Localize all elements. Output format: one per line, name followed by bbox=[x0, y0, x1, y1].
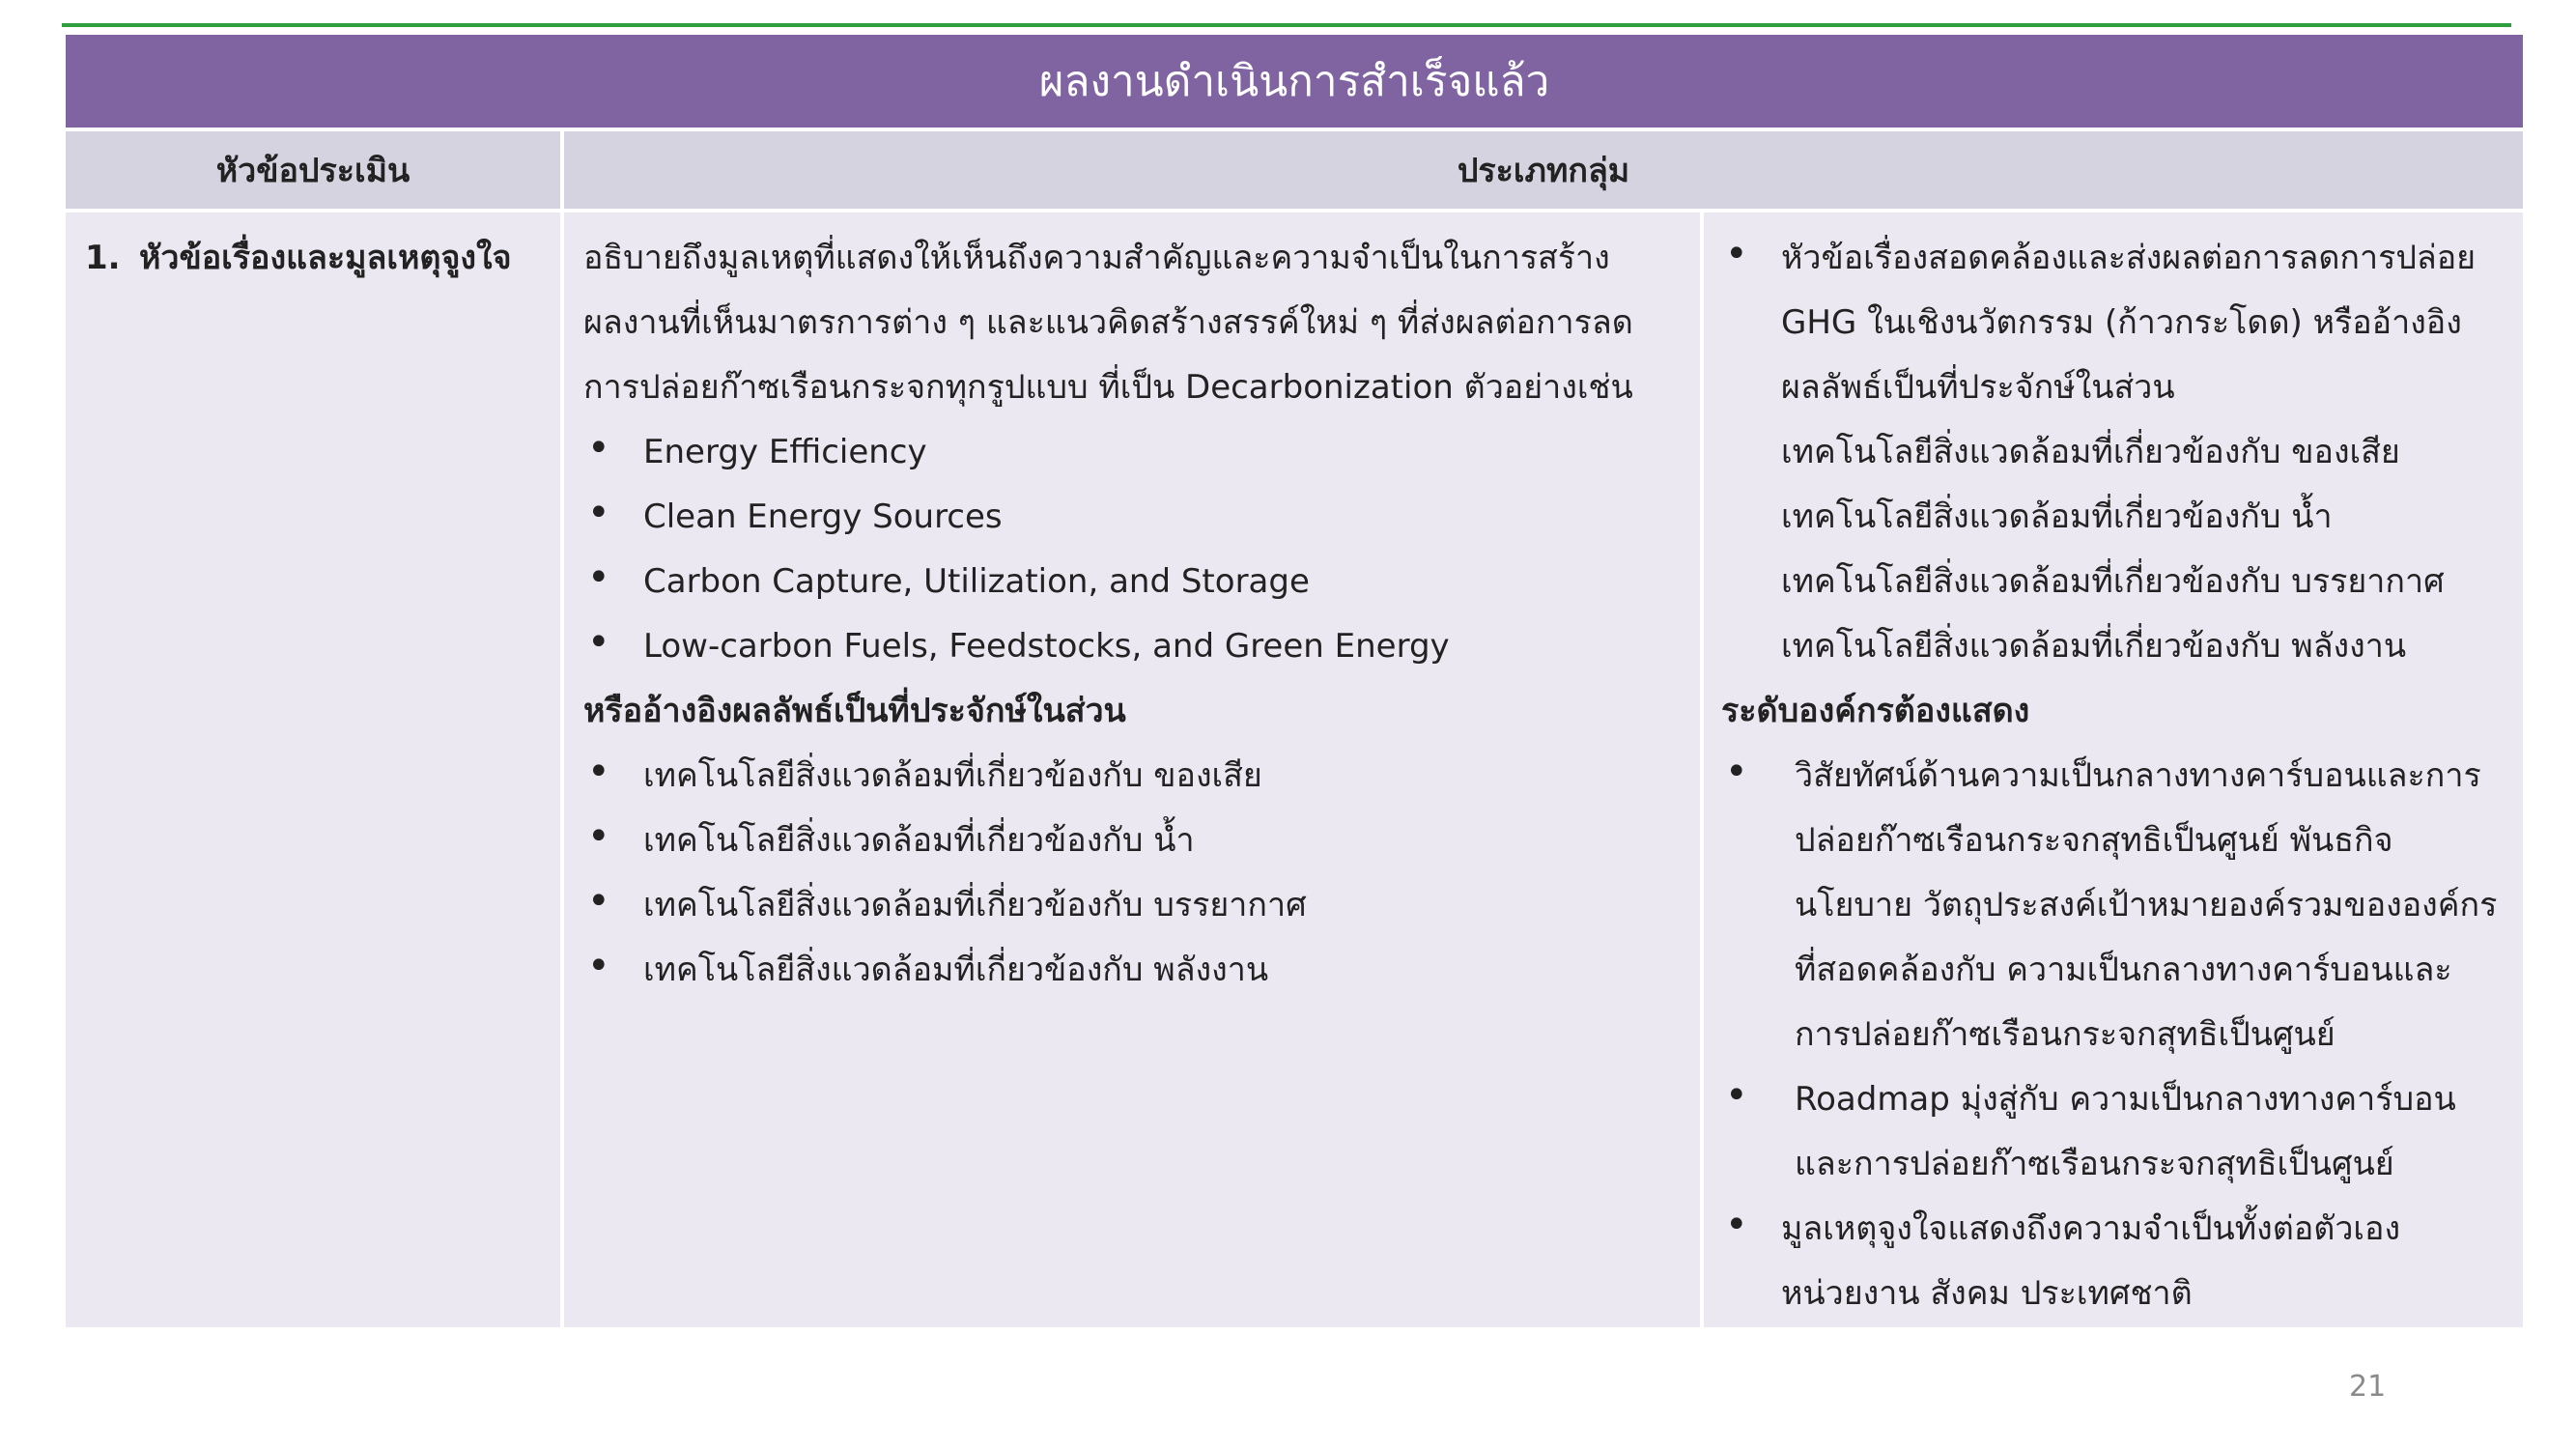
topic-number: 1. bbox=[85, 239, 121, 277]
requirements-last-list bbox=[1721, 1197, 2504, 1326]
example-item: • Energy Efficiency bbox=[583, 420, 1681, 485]
org-requirements-list bbox=[1721, 744, 2504, 1197]
org-requirement-line: และการปล่อยก๊าซเรือนกระจกสุทธิเป็นศูนย์ bbox=[1795, 1145, 2394, 1183]
org-level-heading: ระดับองค์กรต้องแสดง bbox=[1721, 692, 2030, 730]
requirement-line: • หัวข้อเรื่องสอดคล้องและส่งผลต่อการลดการปล่อย bbox=[1781, 239, 2477, 277]
requirement-line: • มูลเหตุจูงใจแสดงถึงความจำเป็นทั้งต่อตัวเอง bbox=[1781, 1209, 2401, 1248]
topic-heading bbox=[85, 226, 541, 291]
or-reference-heading: หรืออ้างอิงผลลัพธ์เป็นที่ประจักษ์ในส่วน bbox=[583, 692, 1126, 730]
top-accent-rule bbox=[62, 23, 2511, 27]
evaluation-table bbox=[62, 31, 2527, 1331]
org-requirement-line: นโยบาย วัตถุประสงค์เป้าหมายองค์รวมขององค์กร bbox=[1795, 886, 2498, 924]
technology-item: • เทคโนโลยีสิ่งแวดล้อมที่เกี่ยวข้องกับ บรรยากาศ bbox=[583, 873, 1681, 938]
description-intro-line: การปล่อยก๊าซเรือนกระจกทุกรูปแบบ ที่เป็น Decarbonization ตัวอย่างเช่น bbox=[583, 368, 1633, 407]
example-item: • Clean Energy Sources bbox=[583, 485, 1681, 550]
slide-title: ผลงานดำเนินการสำเร็จแล้ว bbox=[66, 35, 2523, 128]
technology-line: เทคโนโลยีสิ่งแวดล้อมที่เกี่ยวข้องกับ พลังงาน bbox=[1781, 627, 2407, 666]
org-requirement-line: • Roadmap มุ่งสู่กับ ความเป็นกลางทางคาร์บอน bbox=[1795, 1080, 2456, 1119]
technology-item: • เทคโนโลยีสิ่งแวดล้อมที่เกี่ยวข้องกับ พลังงาน bbox=[583, 938, 1681, 1003]
org-requirement-line: • วิสัยทัศน์ด้านความเป็นกลางทางคาร์บอนและการ bbox=[1795, 756, 2481, 795]
technology-item: • เทคโนโลยีสิ่งแวดล้อมที่เกี่ยวข้องกับ น้ำ bbox=[583, 809, 1681, 873]
requirements-first-list bbox=[1721, 226, 2504, 420]
example-item: • Low-carbon Fuels, Feedstocks, and Green Energy bbox=[583, 614, 1681, 679]
org-requirement-line: ที่สอดคล้องกับ ความเป็นกลางทางคาร์บอนและ bbox=[1795, 951, 2452, 989]
requirement-line: หน่วยงาน สังคม ประเทศชาติ bbox=[1781, 1274, 2193, 1313]
technology-list bbox=[583, 744, 1681, 1003]
page-number: 21 bbox=[2349, 1370, 2387, 1404]
technology-line: เทคโนโลยีสิ่งแวดล้อมที่เกี่ยวข้องกับ น้ำ bbox=[1781, 497, 2333, 536]
requirement-item bbox=[1721, 226, 2504, 420]
technology-line: เทคโนโลยีสิ่งแวดล้อมที่เกี่ยวข้องกับ บรรยากาศ bbox=[1781, 562, 2445, 601]
topic-label: หัวข้อเรื่องและมูลเหตุจูงใจ bbox=[139, 239, 512, 277]
technology-item: • เทคโนโลยีสิ่งแวดล้อมที่เกี่ยวข้องกับ ของเสีย bbox=[583, 744, 1681, 809]
description-intro-line: อธิบายถึงมูลเหตุที่แสดงให้เห็นถึงความสำคัญและความจำเป็นในการสร้าง bbox=[583, 239, 1610, 277]
requirements-cell bbox=[1704, 213, 2523, 1327]
org-requirement-item bbox=[1721, 744, 2504, 1067]
org-requirement-line: ปล่อยก๊าซเรือนกระจกสุทธิเป็นศูนย์ พันธกิจ bbox=[1795, 821, 2393, 860]
description-intro-line: ผลงานที่เห็นมาตรการต่าง ๆ และแนวคิดสร้างสรรค์ใหม่ ๆ ที่ส่งผลต่อการลด bbox=[583, 303, 1633, 342]
example-item: • Carbon Capture, Utilization, and Storage bbox=[583, 550, 1681, 614]
examples-list bbox=[583, 420, 1681, 679]
requirement-line: ผลลัพธ์เป็นที่ประจักษ์ในส่วน bbox=[1781, 368, 2175, 407]
org-requirement-item bbox=[1721, 1067, 2504, 1197]
requirement-technology-lines bbox=[1721, 420, 2504, 679]
topic-cell bbox=[66, 213, 560, 1327]
org-requirement-line: การปล่อยก๊าซเรือนกระจกสุทธิเป็นศูนย์ bbox=[1795, 1015, 2335, 1054]
technology-line: เทคโนโลยีสิ่งแวดล้อมที่เกี่ยวข้องกับ ของเสีย bbox=[1781, 433, 2400, 471]
header-topic: หัวข้อประเมิน bbox=[66, 131, 560, 209]
description-cell bbox=[564, 213, 1700, 1327]
header-category: ประเภทกลุ่ม bbox=[564, 131, 2523, 209]
requirement-line: GHG ในเชิงนวัตกรรม (ก้าวกระโดด) หรืออ้างอิง bbox=[1781, 303, 2462, 342]
requirement-item bbox=[1721, 1197, 2504, 1326]
